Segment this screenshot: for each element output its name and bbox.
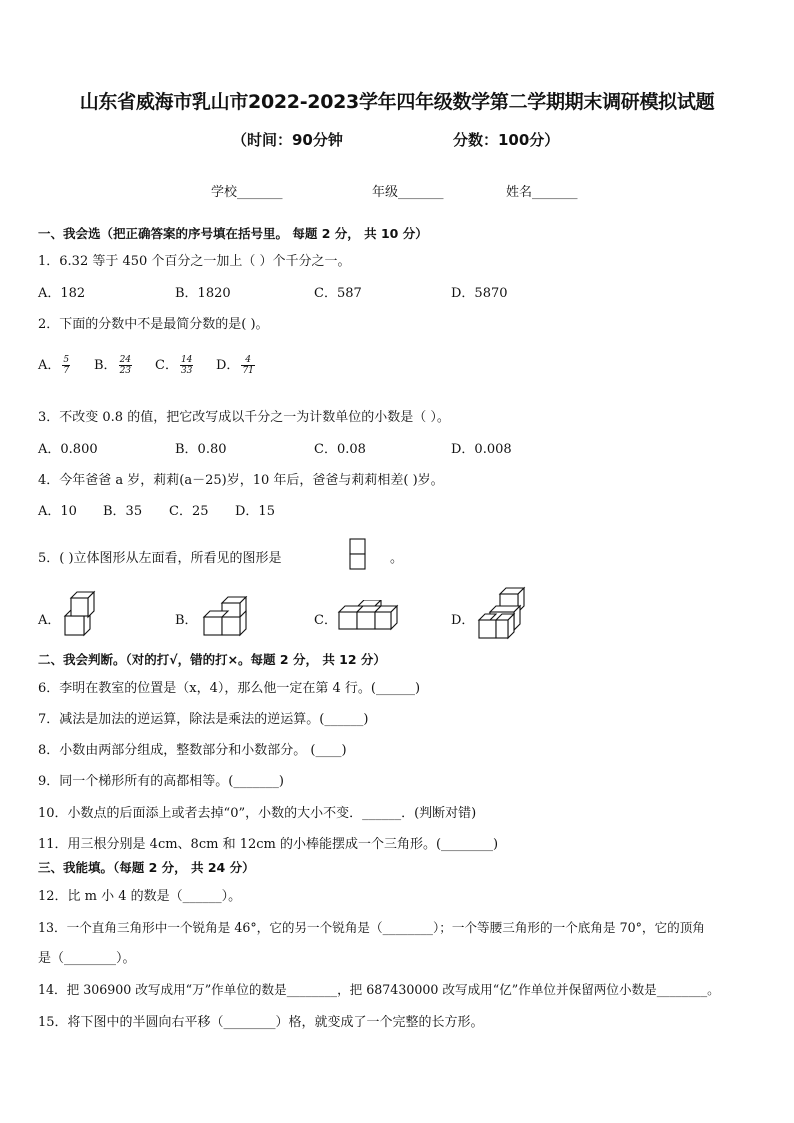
q2-option-a-fraction xyxy=(62,355,70,376)
cube xyxy=(71,592,94,617)
view-square-top xyxy=(350,539,365,554)
cube xyxy=(375,606,397,629)
cube-figure-a xyxy=(62,590,96,638)
question-2: 2．下面的分数中不是最简分数的是( )。 xyxy=(38,317,269,332)
denominator: 7 xyxy=(63,366,70,376)
q2-option-d-fraction xyxy=(241,355,254,376)
q1-option-a: A．182 xyxy=(38,286,86,301)
grade-field: 年级_______ xyxy=(372,185,444,200)
cube-figure-d xyxy=(476,586,528,644)
q1-option-b: B．1820 xyxy=(175,286,231,301)
q2-option-c-label: C． xyxy=(155,358,178,373)
q4-option-c: C．25 xyxy=(169,504,209,519)
q3-option-b: B．0.80 xyxy=(175,442,227,457)
question-11: 11．用三根分别是 4cm、8cm 和 12cm 的小棒能摆成一个三角形。(________) xyxy=(38,837,499,852)
question-3: 3．不改变 0.8 的值，把它改写成以千分之一为计数单位的小数是（ ）。 xyxy=(38,410,450,425)
numerator: 5 xyxy=(63,355,70,365)
question-9: 9．同一个梯形所有的高都相等。(_______) xyxy=(38,774,284,789)
cube-figure-c xyxy=(337,600,399,632)
exam-score: 分数：100分） xyxy=(453,131,560,149)
denominator: 33 xyxy=(180,366,193,376)
question-12: 12．比 m 小 4 的数是（______）。 xyxy=(38,889,242,904)
question-4: 4．今年爸爸 a 岁，莉莉(a－25)岁，10 年后，爸爸与莉莉相差( )岁。 xyxy=(38,473,444,488)
exam-time: （时间：90分钟 xyxy=(232,131,343,149)
left-view-figure xyxy=(349,538,367,572)
numerator: 4 xyxy=(241,355,254,366)
q1-option-d: D．5870 xyxy=(451,286,508,301)
q2-option-b-fraction xyxy=(119,355,132,376)
denominator: 71 xyxy=(242,366,254,376)
question-10: 10．小数点的后面添上或者去掉“0”，小数的大小不变．______．(判断对错) xyxy=(38,806,477,821)
q5-option-b: B． xyxy=(175,613,198,628)
section-3-heading: 三、我能填。（每题 2 分， 共 24 分） xyxy=(38,860,255,875)
denominator: 23 xyxy=(119,366,132,376)
q2-option-d xyxy=(216,354,255,376)
question-6: 6．李明在教室的位置是（x，4），那么他一定在第 4 行。(______) xyxy=(38,681,421,696)
q5-option-a: A． xyxy=(38,613,61,628)
numerator: 14 xyxy=(180,355,193,365)
name-field: 姓名_______ xyxy=(506,185,578,200)
school-field: 学校_______ xyxy=(211,185,283,200)
q4-option-b: B．35 xyxy=(103,504,143,519)
q2-option-c-fraction xyxy=(180,355,193,376)
page-title: 山东省威海市乳山市2022-2023学年四年级数学第二学期期末调研模拟试题 xyxy=(79,91,715,113)
q2-option-a xyxy=(38,354,70,376)
q4-option-a: A．10 xyxy=(38,504,77,519)
question-5: 5．( )立体图形从左面看，所看见的图形是 xyxy=(38,551,282,566)
q4-option-d: D．15 xyxy=(235,504,275,519)
question-13-line-2: 是（________）。 xyxy=(38,951,136,966)
q2-option-b xyxy=(94,354,132,376)
question-8: 8．小数由两部分组成，整数部分和小数部分。 (____) xyxy=(38,743,347,758)
question-15: 15．将下图中的半圆向右平移（________）格，就变成了一个完整的长方形。 xyxy=(38,1015,484,1030)
q3-option-a: A．0.800 xyxy=(38,442,98,457)
q2-option-a-label: A． xyxy=(38,358,61,373)
section-1-heading: 一、我会选（把正确答案的序号填在括号里。 每题 2 分， 共 10 分） xyxy=(38,226,428,241)
question-13-line-1: 13．一个直角三角形中一个锐角是 46°，它的另一个锐角是（________）；一个等腰三角形的一个底角是 70°，它的顶角 xyxy=(38,920,705,935)
section-2-heading: 二、我会判断。（对的打√，错的打×。每题 2 分， 共 12 分） xyxy=(38,652,386,667)
cube-figure-b xyxy=(202,596,250,638)
question-7: 7．减法是加法的逆运算，除法是乘法的逆运算。(______) xyxy=(38,712,369,727)
q1-option-c: C．587 xyxy=(314,286,362,301)
question-1: 1．6.32 等于 450 个百分之一加上（ ）个千分之一。 xyxy=(38,254,351,269)
cube xyxy=(496,614,514,638)
q3-option-d: D．0.008 xyxy=(451,442,512,457)
view-square-bottom xyxy=(350,554,365,569)
q2-option-d-label: D． xyxy=(216,358,240,373)
q2-option-b-label: B． xyxy=(94,358,117,373)
q5-period: 。 xyxy=(390,551,404,566)
q2-option-c xyxy=(155,354,193,376)
q5-option-d: D． xyxy=(451,613,475,628)
q3-option-c: C．0.08 xyxy=(314,442,366,457)
numerator: 24 xyxy=(119,355,132,365)
question-14: 14．把 306900 改写成用“万”作单位的数是________，把 687430000 改写成用“亿”作单位并保留两位小数是________。 xyxy=(38,982,720,997)
q5-option-c: C． xyxy=(314,613,337,628)
